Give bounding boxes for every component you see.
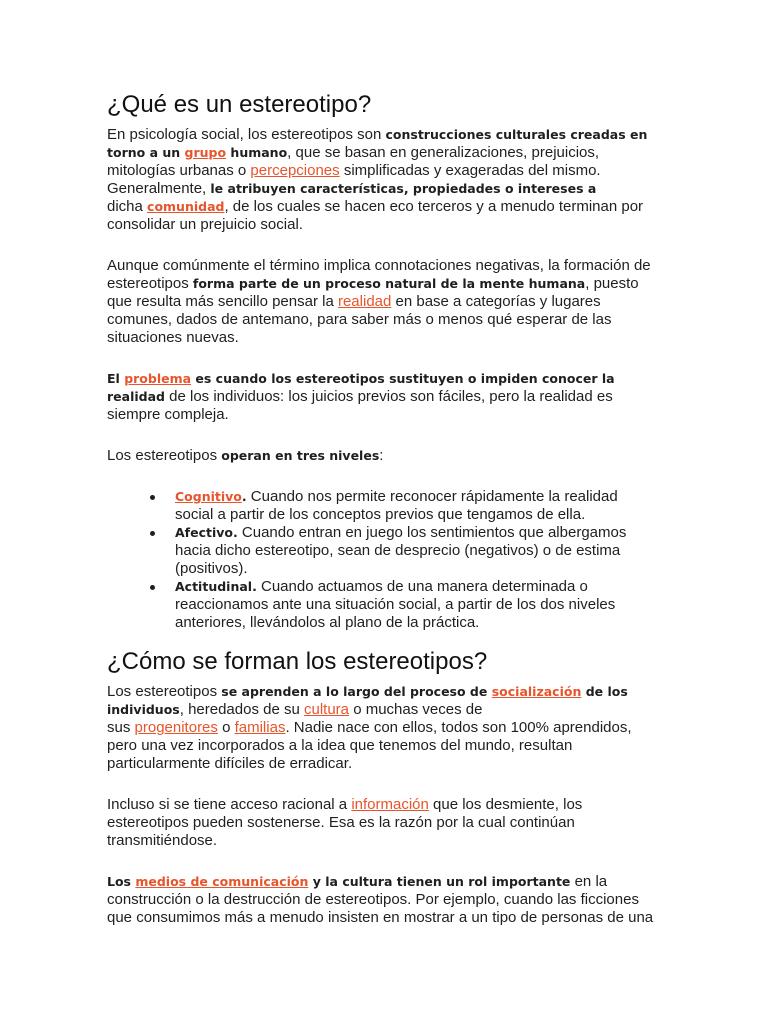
paragraph-aprendizaje — [107, 683, 707, 773]
link-familias[interactable]: familias — [234, 719, 286, 736]
body-text: mitologías urbanas o — [107, 162, 251, 179]
paragraph-problema — [107, 370, 707, 424]
body-text: Cuando nos permite reconocer rápidamente la realidad — [246, 488, 618, 505]
bold-text: de los — [581, 684, 628, 699]
body-text: Cuando actuamos de una manera determinada o — [256, 578, 588, 595]
body-text: que resulta más sencillo pensar la — [107, 293, 338, 310]
paragraph-definicion — [107, 126, 707, 234]
paragraph-acceso-racional — [107, 796, 707, 850]
body-text: Los estereotipos — [107, 683, 222, 700]
link-problema[interactable]: problema — [124, 371, 192, 386]
body-text: en base a categorías y lugares — [391, 293, 601, 310]
bold-text: operan en tres niveles — [221, 448, 380, 463]
bold-text: realidad — [107, 389, 165, 404]
body-text: simplificadas y exageradas del mismo. — [339, 162, 601, 179]
body-text: pero una vez incorporados a la idea que tenemos del mundo, resultan — [107, 737, 573, 754]
list-item-afectivo — [175, 524, 707, 578]
levels-list — [107, 488, 707, 632]
body-text: de los individuos: los juicios previos son fáciles, pero la realidad es — [164, 388, 613, 405]
body-text: . Nadie nace con ellos, todos son 100% aprendidos, — [285, 719, 632, 736]
body-text: en la — [570, 873, 608, 890]
body-text: que los desmiente, los — [428, 796, 583, 813]
link-socializacion[interactable]: socialización — [491, 684, 582, 699]
paragraph-proceso-natural — [107, 257, 707, 347]
bold-text: Afectivo. — [175, 525, 238, 540]
body-text: situaciones nuevas. — [107, 329, 239, 346]
body-text: estereotipos — [107, 275, 193, 292]
body-text: siempre compleja. — [107, 406, 229, 423]
bullet-icon — [150, 495, 155, 500]
body-text: Aunque comúnmente el término implica connotaciones negativas, la formación de — [107, 257, 651, 274]
body-text: Los estereotipos — [107, 447, 222, 464]
list-item-actitudinal — [175, 578, 707, 632]
link-cultura[interactable]: cultura — [304, 701, 350, 718]
body-text: transmitiéndose. — [107, 832, 218, 849]
section-heading-que-es: ¿Qué es un estereotipo? — [107, 91, 372, 118]
document-content — [107, 91, 707, 927]
bold-text: El — [107, 371, 125, 386]
bold-text: individuos — [107, 702, 180, 717]
link-progenitores[interactable]: progenitores — [134, 719, 218, 736]
link-realidad[interactable]: realidad — [337, 293, 392, 310]
body-text: dicha — [107, 198, 148, 215]
bold-text: es cuando los estereotipos sustituyen o impiden conocer la — [191, 371, 615, 386]
body-text: o muchas veces de — [349, 701, 483, 718]
list-item-cognitivo — [175, 488, 707, 524]
bold-text: forma parte de un proceso natural de la mente humana — [192, 276, 586, 291]
body-text: o — [217, 719, 235, 736]
body-text: Incluso si se tiene acceso racional a — [107, 796, 352, 813]
link-grupo[interactable]: grupo — [184, 145, 227, 160]
body-text: consolidar un prejuicio social. — [107, 216, 303, 233]
link-medios-de-comunicacion[interactable]: medios de comunicación — [135, 874, 309, 889]
body-text: : — [379, 447, 384, 464]
body-text: En psicología social, los estereotipos son — [107, 126, 386, 143]
bold-text: Los — [107, 874, 136, 889]
body-text: comunes, dados de antemano, para saber más o menos qué esperar de las — [107, 311, 612, 328]
body-text: estereotipos pueden sostenerse. Esa es la razón por la cual continúan — [107, 814, 575, 831]
body-text: sus — [107, 719, 135, 736]
body-text: , que se basan en generalizaciones, prejuicios, — [287, 144, 600, 161]
link-comunidad[interactable]: comunidad — [147, 199, 225, 214]
bold-text: Actitudinal. — [175, 579, 257, 594]
bold-text: humano — [226, 145, 288, 160]
section-heading-como-se-forman: ¿Cómo se forman los estereotipos? — [107, 648, 488, 675]
body-text: , de los cuales se hacen eco terceros y a menudo terminan por — [224, 198, 644, 215]
bullet-icon — [150, 585, 155, 590]
bold-text: se aprenden a lo largo del proceso de — [221, 684, 492, 699]
body-text: particularmente difíciles de erradicar. — [107, 755, 353, 772]
paragraph-niveles-intro — [107, 447, 707, 465]
body-text: reaccionamos ante una situación social, a partir de los dos niveles — [175, 596, 616, 613]
bold-text: torno a un — [107, 145, 185, 160]
body-text: , heredados de su — [179, 701, 304, 718]
link-cognitivo[interactable]: Cognitivo — [175, 489, 242, 504]
body-text: (positivos). — [175, 560, 248, 577]
body-text: construcción o la destrucción de estereotipos. Por ejemplo, cuando las ficciones — [107, 891, 639, 908]
bold-text: construcciones culturales creadas en — [385, 127, 648, 142]
bold-text: y la cultura tienen un rol importante — [308, 874, 571, 889]
link-percepciones[interactable]: percepciones — [250, 162, 340, 179]
bullet-icon — [150, 531, 155, 536]
bold-text: le atribuyen características, propiedades o intereses a — [210, 181, 597, 196]
body-text: social a partir de los conceptos previos que tengamos de ella. — [175, 506, 586, 523]
body-text: que consumimos más a menudo insisten en mostrar a un tipo de personas de una — [107, 909, 654, 926]
body-text: Generalmente, — [107, 180, 211, 197]
body-text: , puesto — [585, 275, 639, 292]
body-text: Cuando entran en juego los sentimientos que albergamos — [237, 524, 627, 541]
paragraph-medios — [107, 873, 707, 927]
body-text: anteriores, llevándolos al plano de la práctica. — [175, 614, 480, 631]
body-text: hacia dicho estereotipo, sean de desprecio (negativos) o de estima — [175, 542, 621, 559]
link-informacion[interactable]: información — [351, 796, 429, 813]
bold-text: . — [241, 489, 247, 504]
